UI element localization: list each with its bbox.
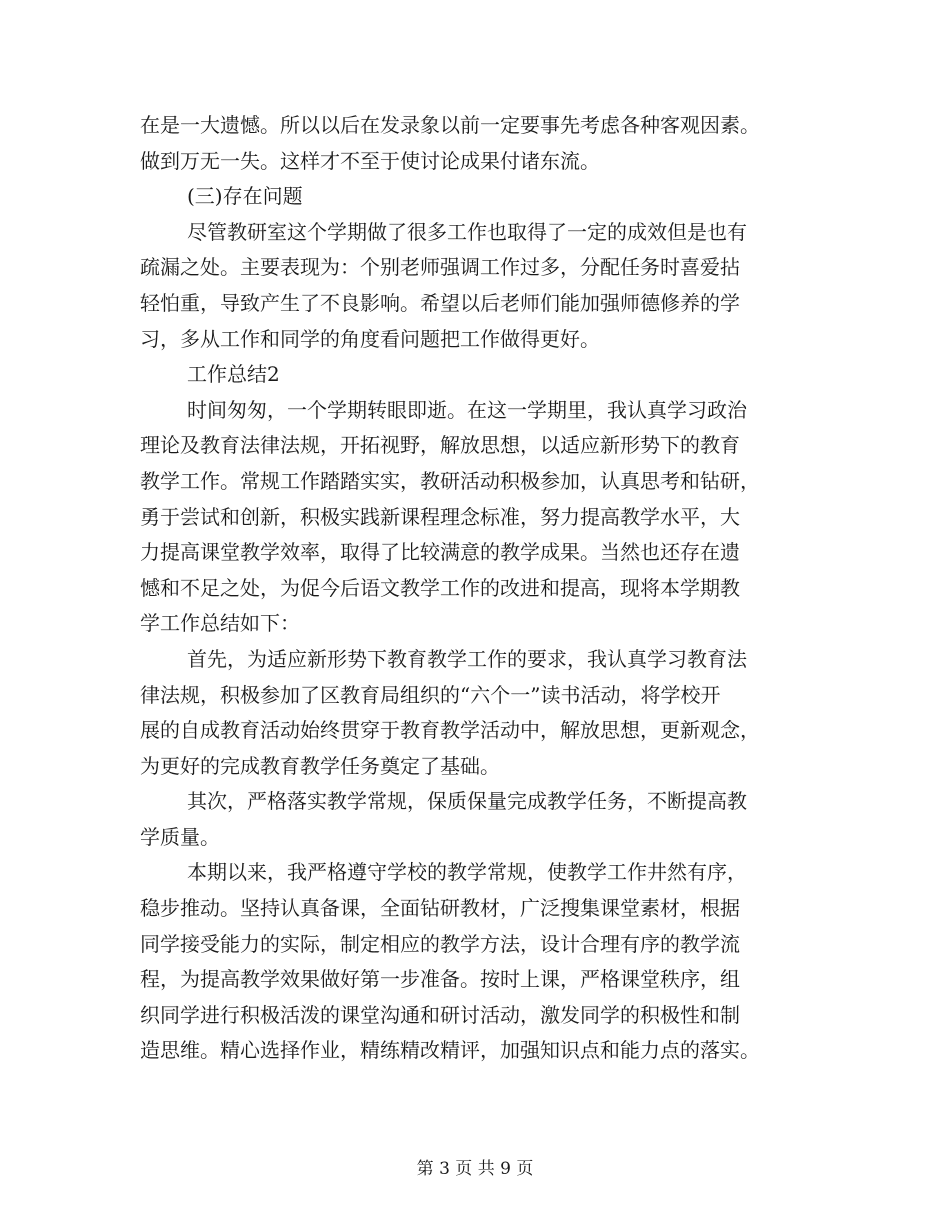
- text-line: 同学接受能力的实际，制定相应的教学方法，设计合理有序的教学流: [140, 931, 740, 956]
- section-heading: 工作总结2: [187, 362, 280, 387]
- text-line: 织同学进行积极活泼的课堂沟通和研讨活动，激发同学的积极性和制: [140, 1002, 740, 1027]
- text-line: 习，多从工作和同学的角度看问题把工作做得更好。: [140, 326, 600, 351]
- text-line: 造思维。精心选择作业，精练精改精评，加强知识点和能力点的落实。: [140, 1038, 760, 1063]
- text-line: 为更好的完成教育教学任务奠定了基础。: [140, 753, 500, 778]
- text-line: 本期以来，我严格遵守学校的教学常规，使教学工作井然有序，: [187, 860, 747, 885]
- text-line: 勇于尝试和创新，积极实践新课程理念标准，努力提高教学水平，大: [140, 504, 740, 529]
- text-line: 首先，为适应新形势下教育教学工作的要求，我认真学习教育法: [187, 646, 747, 671]
- text-line: 学质量。: [140, 824, 220, 849]
- page-number-footer: 第 3 页 共 9 页: [416, 1159, 534, 1179]
- text-line: 展的自成教育活动始终贯穿于教育教学活动中，解放思想，更新观念，: [140, 718, 760, 743]
- section-heading: (三)存在问题: [187, 184, 303, 209]
- document-body: [140, 108, 810, 1069]
- text-line: 力提高课堂教学效率，取得了比较满意的教学成果。当然也还存在遗: [140, 540, 740, 565]
- text-line: 时间匆匆，一个学期转眼即逝。在这一学期里，我认真学习政治: [187, 397, 747, 422]
- text-line: 律法规，积极参加了区教育局组织的“六个一”读书活动，将学校开: [140, 682, 721, 707]
- text-line: 疏漏之处。主要表现为：个别老师强调工作过多，分配任务时喜爱拈: [140, 255, 740, 280]
- text-line: 学工作总结如下：: [140, 611, 300, 636]
- text-line: 在是一大遗憾。所以以后在发录象以前一定要事先考虑各种客观因素。: [140, 113, 760, 137]
- text-line: 尽管教研室这个学期做了很多工作也取得了一定的成效但是也有: [187, 219, 747, 244]
- text-line: 憾和不足之处，为促今后语文教学工作的改进和提高，现将本学期教: [140, 575, 740, 600]
- text-line: 教学工作。常规工作踏踏实实，教研活动积极参加，认真思考和钻研，: [140, 468, 760, 493]
- text-line: 其次，严格落实教学常规，保质保量完成教学任务，不断提高教: [187, 789, 747, 814]
- text-line: 稳步推动。坚持认真备课，全面钻研教材，广泛搜集课堂素材，根据: [140, 896, 740, 921]
- text-line: 轻怕重，导致产生了不良影响。希望以后老师们能加强师德修养的学: [140, 290, 740, 315]
- text-line: 理论及教育法律法规，开拓视野，解放思想，以适应新形势下的教育: [140, 433, 740, 458]
- text-line: 做到万无一失。这样才不至于使讨论成果付诸东流。: [140, 148, 600, 173]
- text-line: 程，为提高教学效果做好第一步准备。按时上课，严格课堂秩序，组: [140, 967, 740, 992]
